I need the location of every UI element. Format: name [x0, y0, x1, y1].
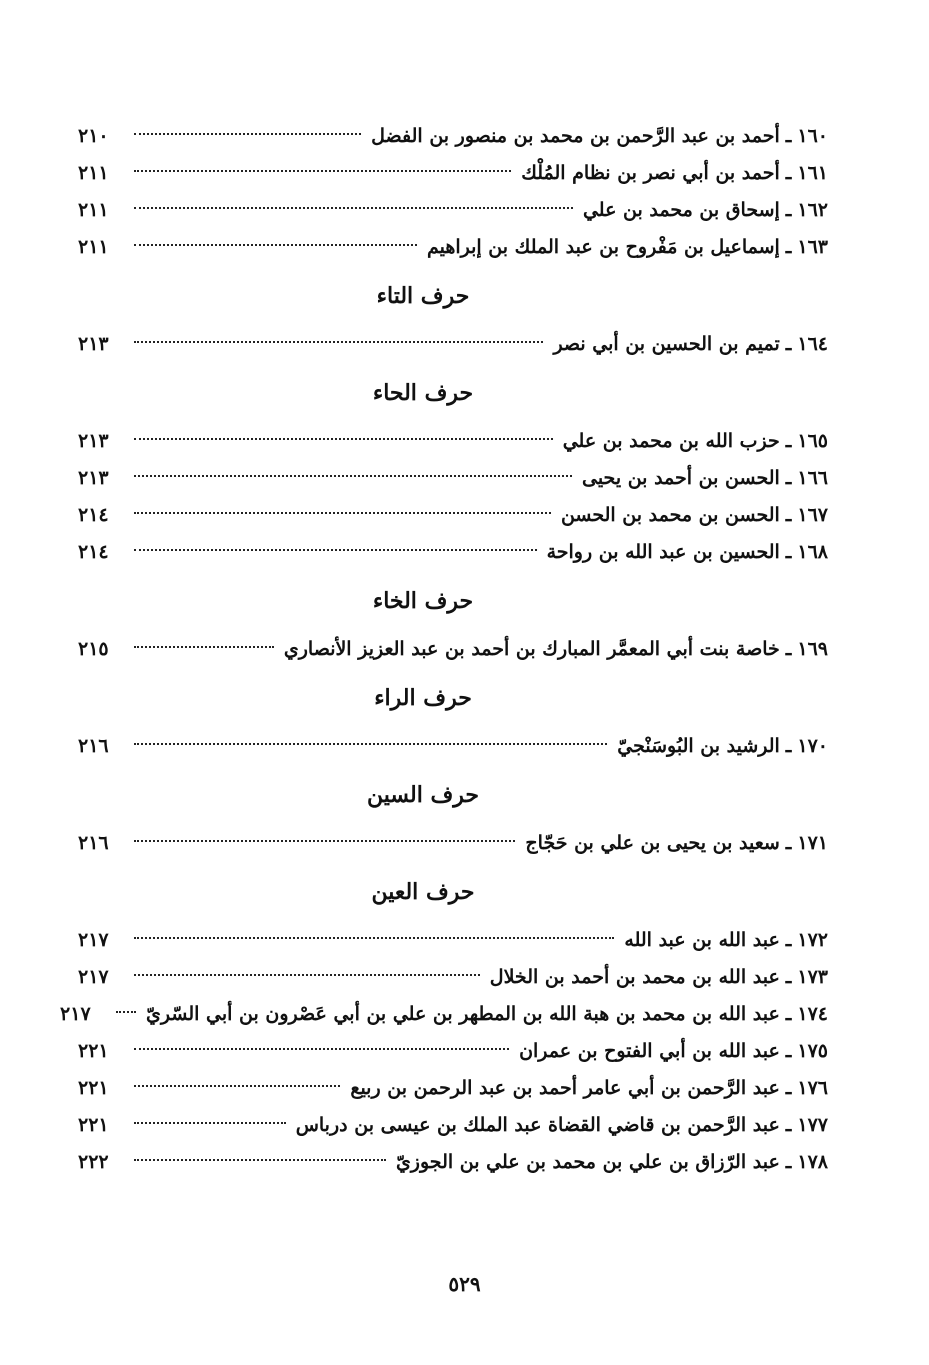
entry-separator: ـ [785, 1040, 792, 1062]
section-heading: حرف التاء [376, 283, 470, 309]
toc-entry [78, 1144, 828, 1181]
entry-name: عبد الرّزاق بن علي بن محمد بن علي بن الجوزيّ [395, 1151, 780, 1173]
entry-name: عبد الله بن محمد بن هبة الله بن المطهر بن علي بن أبي عَصْرون بن أبي السّريّ [146, 1003, 780, 1025]
entry-page-number: ٢١٦ [78, 832, 109, 854]
entry-name: أحمد بن أبي نصر بن نظام المُلْك [521, 162, 780, 184]
dot-leader [134, 133, 361, 135]
entry-number: ١٧٨ [797, 1151, 828, 1173]
entry-number: ١٧٣ [797, 966, 828, 988]
entry-name: إسحاق بن محمد بن علي [582, 199, 780, 221]
dot-leader [134, 244, 417, 246]
entry-page-number: ٢١٦ [78, 735, 109, 757]
entry-page-number: ٢١١ [78, 236, 109, 258]
entry-page-number: ٢١٧ [78, 966, 109, 988]
entry-name: الرشيد بن البُوسَنْجيّ [617, 735, 780, 757]
section-heading: حرف السين [366, 782, 480, 808]
dot-leader [116, 1011, 136, 1013]
dot-leader [134, 475, 572, 477]
entry-separator: ـ [785, 504, 792, 526]
entry-number: ١٦٨ [797, 541, 828, 563]
entry-number: ١٧٥ [797, 1040, 828, 1062]
entry-number: ١٧٤ [797, 1003, 828, 1025]
toc-entry [78, 728, 828, 765]
entry-separator: ـ [785, 966, 792, 988]
dot-leader [134, 438, 553, 440]
entry-page-number: ٢٢١ [78, 1040, 109, 1062]
entry-number: ١٦٩ [797, 638, 828, 660]
entry-page-number: ٢١٣ [78, 430, 109, 452]
entry-separator: ـ [785, 735, 792, 757]
entry-number: ١٧٧ [797, 1114, 828, 1136]
entry-separator: ـ [785, 199, 792, 221]
entry-number: ١٦٠ [797, 125, 828, 147]
toc-entry [78, 534, 828, 571]
dot-leader [134, 207, 573, 209]
entry-page-number: ٢١٧ [60, 1003, 91, 1025]
dot-leader [134, 743, 607, 745]
entry-page-number: ٢١٣ [78, 467, 109, 489]
toc-entry [78, 1107, 828, 1144]
dot-leader [134, 840, 515, 842]
entry-name: عبد الله بن محمد بن أحمد بن الخلال [489, 966, 780, 988]
toc-entry [78, 229, 828, 266]
entry-number: ١٧٢ [797, 929, 828, 951]
entry-number: ١٧٠ [797, 735, 828, 757]
section-heading: حرف العين [371, 879, 475, 905]
entry-separator: ـ [785, 430, 792, 452]
toc-entry [78, 118, 828, 155]
entry-number: ١٦٦ [797, 467, 828, 489]
entry-name: عبد الرَّحمن بن أبي عامر أحمد بن عبد الرحمن بن ربيع [350, 1077, 780, 1099]
toc-entry [78, 192, 828, 229]
entry-page-number: ٢٢٢ [78, 1151, 109, 1173]
toc-entry [60, 996, 828, 1033]
entry-name: أحمد بن عبد الرَّحمن بن محمد بن منصور بن الفضل [371, 125, 780, 147]
dot-leader [134, 170, 511, 172]
entry-separator: ـ [785, 162, 792, 184]
dot-leader [134, 1159, 386, 1161]
entry-separator: ـ [785, 1151, 792, 1173]
dot-leader [134, 1048, 509, 1050]
dot-leader [134, 549, 537, 551]
entry-number: ١٧٦ [797, 1077, 828, 1099]
toc-entry [78, 825, 828, 862]
entry-separator: ـ [785, 333, 792, 355]
toc-entry [78, 959, 828, 996]
entry-separator: ـ [785, 638, 792, 660]
entry-number: ١٦٣ [797, 236, 828, 258]
entry-number: ١٧١ [797, 832, 828, 854]
entry-name: الحسن بن أحمد بن يحيى [581, 467, 780, 489]
entry-page-number: ٢١١ [78, 162, 109, 184]
entry-separator: ـ [785, 541, 792, 563]
entry-name: تميم بن الحسين بن أبي نصر [553, 333, 780, 355]
entry-name: الحسين بن عبد الله بن رواحة [546, 541, 780, 563]
entry-page-number: ٢١١ [78, 199, 109, 221]
entry-page-number: ٢١٤ [78, 504, 109, 526]
section-heading: حرف الحاء [372, 380, 474, 406]
toc-entry [78, 326, 828, 363]
entry-page-number: ٢١٠ [78, 125, 109, 147]
entry-separator: ـ [785, 832, 792, 854]
toc-entry [78, 497, 828, 534]
dot-leader [134, 1085, 340, 1087]
entry-page-number: ٢١٧ [78, 929, 109, 951]
entry-name: حزب الله بن محمد بن علي [562, 430, 780, 452]
entry-page-number: ٢٢١ [78, 1114, 109, 1136]
entry-separator: ـ [785, 467, 792, 489]
table-of-contents [60, 118, 828, 1181]
entry-separator: ـ [785, 1003, 792, 1025]
dot-leader [134, 1122, 286, 1124]
entry-number: ١٦٢ [797, 199, 828, 221]
toc-entry [78, 922, 828, 959]
entry-page-number: ٢١٥ [78, 638, 109, 660]
dot-leader [134, 937, 614, 939]
entry-separator: ـ [785, 1077, 792, 1099]
dot-leader [134, 646, 274, 648]
entry-separator: ـ [785, 236, 792, 258]
toc-entry [78, 1033, 828, 1070]
entry-name: الحسن بن محمد بن الحسن [560, 504, 780, 526]
toc-entry [78, 460, 828, 497]
entry-page-number: ٢١٤ [78, 541, 109, 563]
toc-entry [78, 423, 828, 460]
entry-name: عبد الله بن أبي الفتوح بن عمران [519, 1040, 780, 1062]
dot-leader [134, 974, 480, 976]
dot-leader [134, 512, 551, 514]
entry-separator: ـ [785, 929, 792, 951]
entry-page-number: ٢٢١ [78, 1077, 109, 1099]
entry-number: ١٦٥ [797, 430, 828, 452]
entry-separator: ـ [785, 1114, 792, 1136]
section-heading: حرف الخاء [372, 588, 474, 614]
entry-name: سعيد بن يحيى بن علي بن حَجّاج [525, 832, 780, 854]
toc-entry [78, 631, 828, 668]
entry-page-number: ٢١٣ [78, 333, 109, 355]
section-heading: حرف الراء [374, 685, 472, 711]
entry-name: إسماعيل بن مَفْروح بن عبد الملك بن إبراهيم [426, 236, 780, 258]
entry-number: ١٦١ [797, 162, 828, 184]
dot-leader [134, 341, 543, 343]
entry-name: خاصة بنت أبي المعمَّر المبارك بن أحمد بن عبد العزيز الأنصاري [283, 638, 780, 660]
toc-entry [78, 1070, 828, 1107]
toc-entry [78, 155, 828, 192]
page-number: ٥٢٩ [448, 1272, 481, 1296]
entry-separator: ـ [785, 125, 792, 147]
entry-name: عبد الله بن عبد الله [624, 929, 780, 951]
entry-number: ١٦٤ [797, 333, 828, 355]
entry-number: ١٦٧ [797, 504, 828, 526]
entry-name: عبد الرَّحمن بن قاضي القضاة عبد الملك بن عيسى بن درباس [295, 1114, 780, 1136]
